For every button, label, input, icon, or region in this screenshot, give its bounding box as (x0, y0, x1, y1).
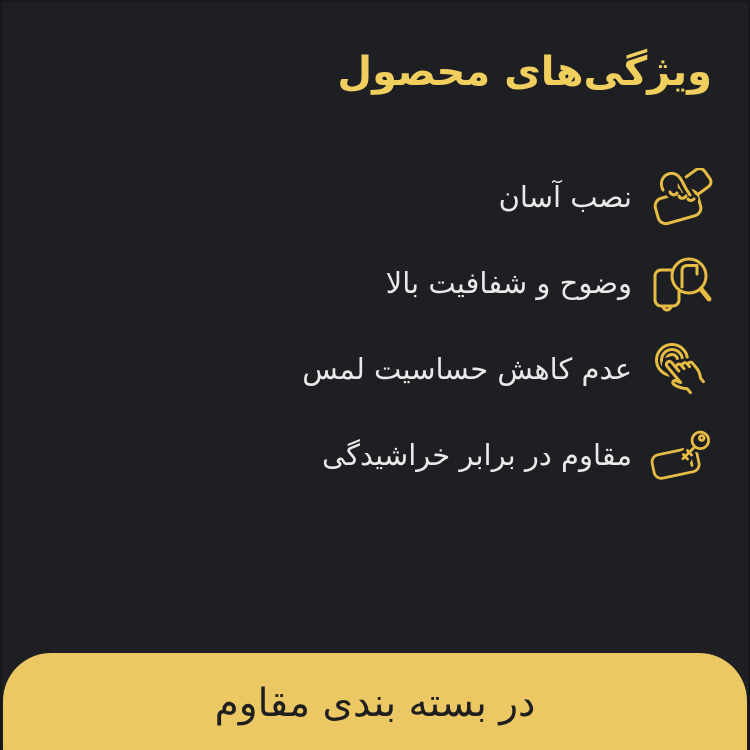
feature-label: مقاوم در برابر خراشیدگی (321, 438, 632, 472)
magnifier-clarity-icon (649, 254, 715, 312)
banner-label: در بسته بندی مقاوم (214, 681, 536, 726)
feature-label: نصب آسان (498, 180, 632, 214)
feature-row-clarity (302, 254, 715, 312)
install-hand-icon (649, 168, 715, 226)
feature-list (302, 168, 715, 484)
touch-tap-icon (649, 340, 715, 398)
packaging-banner (3, 653, 747, 750)
feature-row-touch (302, 340, 715, 398)
page-title: ویژگی‌های محصول (337, 49, 712, 95)
feature-row-easy-install (302, 168, 715, 226)
feature-label: وضوح و شفافیت بالا (385, 266, 632, 300)
feature-label: عدم کاهش حساسیت لمس (302, 352, 632, 386)
feature-row-scratch (302, 426, 715, 484)
key-scratch-icon (649, 426, 715, 484)
